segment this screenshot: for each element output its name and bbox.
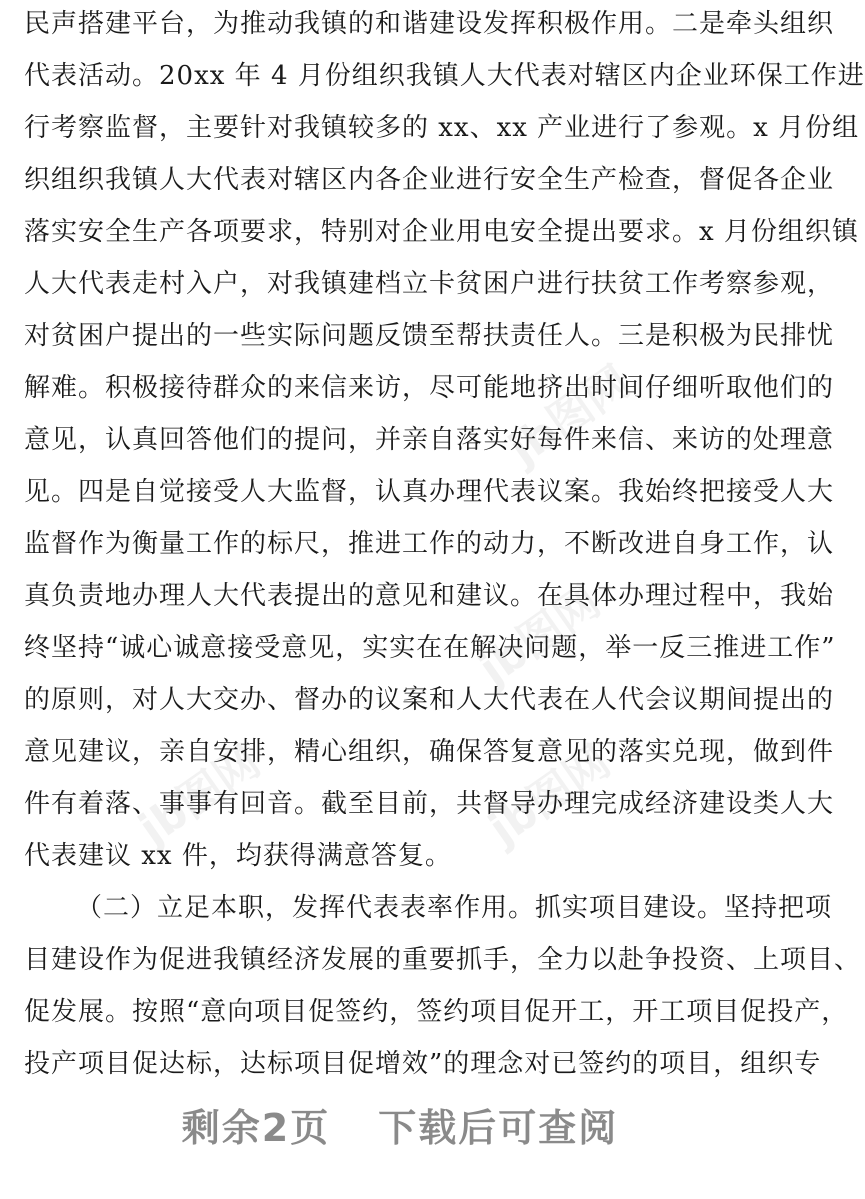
body-text-line: 见。四是自觉接受人大监督，认真办理代表议案。我始终把接受人大 xyxy=(24,477,835,507)
body-text-line: 意见，认真回答他们的提问，并亲自落实好每件来信、来访的处理意 xyxy=(24,425,835,455)
body-text-line: 的原则，对人大交办、督办的议案和人大代表在人代会议期间提出的 xyxy=(24,685,835,715)
body-text-line: 代表活动。20xx 年 4 月份组织我镇人大代表对辖区内企业环保工作进 xyxy=(24,61,865,91)
download-to-view-label[interactable]: 下载后可查阅 xyxy=(378,1106,619,1150)
watermark: jb图网 xyxy=(480,736,620,856)
body-text-line: 行考察监督，主要针对我镇较多的 xx、xx 产业进行了参观。x 月份组 xyxy=(24,113,860,143)
body-text-line: 民声搭建平台，为推动我镇的和谐建设发挥积极作用。二是牵头组织 xyxy=(24,9,835,39)
watermark: jb图网 xyxy=(130,736,270,856)
body-text-line: 织组织我镇人大代表对辖区内各企业进行安全生产检查，督促各企业 xyxy=(24,165,835,195)
paragraph-start-line: （二）立足本职，发挥代表表率作用。抓实项目建设。坚持把项 xyxy=(76,893,833,923)
download-prompt-banner[interactable] xyxy=(0,1098,800,1158)
body-text-line: 人大代表走村入户，对我镇建档立卡贫困户进行扶贫工作考察参观， xyxy=(24,269,835,299)
body-text-line: 真负责地办理人大代表提出的意见和建议。在具体办理过程中，我始 xyxy=(24,581,835,611)
body-text-line: 终坚持“诚心诚意接受意见，实实在在解决问题，举一反三推进工作” xyxy=(24,633,836,663)
body-text-line: 目建设作为促进我镇经济发展的重要抓手，全力以赴争投资、上项目、 xyxy=(24,945,862,975)
body-text-line: 意见建议，亲自安排，精心组织，确保答复意见的落实兑现，做到件 xyxy=(24,737,835,767)
body-text-line: 代表建议 xx 件，均获得满意答复。 xyxy=(24,841,452,871)
body-text-line: 促发展。按照“意向项目促签约，签约项目促开工，开工项目促投产， xyxy=(24,997,849,1027)
body-text-line: 件有着落、事事有回音。截至目前，共督导办理完成经济建设类人大 xyxy=(24,789,835,819)
body-text-line: 对贫困户提出的一些实际问题反馈至帮扶责任人。三是积极为民排忧 xyxy=(24,321,835,351)
body-text-line: 落实安全生产各项要求，特别对企业用电安全提出要求。x 月份组织镇 xyxy=(24,217,859,247)
watermark: jb图网 xyxy=(500,356,640,476)
remaining-pages-label[interactable]: 剩余2页 xyxy=(181,1106,331,1150)
body-text-line: 解难。积极接待群众的来信来访，尽可能地挤出时间仔细听取他们的 xyxy=(24,373,835,403)
body-text-line: 投产项目促达标，达标项目促增效”的理念对已签约的项目，组织专 xyxy=(24,1049,822,1079)
body-text-line: 监督作为衡量工作的标尺，推进工作的动力，不断改进自身工作，认 xyxy=(24,529,835,559)
watermark: jb图网 xyxy=(470,576,610,696)
